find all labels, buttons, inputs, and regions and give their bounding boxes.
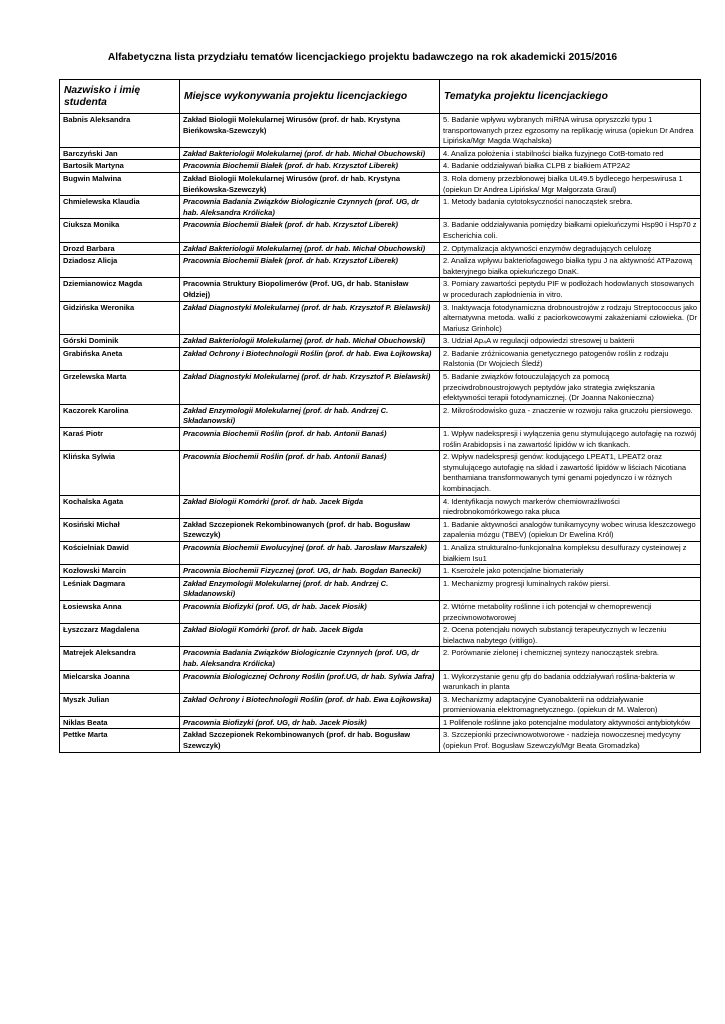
table-row	[60, 647, 701, 670]
student-name: Chmielewska Klaudia	[60, 196, 180, 219]
table-header-row	[60, 80, 701, 114]
project-topic: 1 Polifenole roślinne jako potencjalne modulatory aktywności antybiotyków	[440, 716, 701, 729]
page-title: Alfabetyczna lista przydziału tematów licencjackiego projektu badawczego na rok akademicki 2015/2016	[107, 52, 618, 63]
project-topic: 2. Ocena potencjału nowych substancji terapeutycznych w leczeniu bielactwa nabytego (vitiligo).	[440, 624, 701, 647]
project-topic: 3. Pomiary zawartości peptydu PIF w podłożach hodowlanych stosowanych w procedurach zapłodnienia in vitro.	[440, 278, 701, 301]
project-topic: 4. Badanie oddziaływań białka CLPB z białkiem ATP2A2	[440, 160, 701, 173]
project-location: Zakład Bakteriologii Molekularnej (prof. dr hab. Michał Obuchowski)	[180, 147, 440, 160]
project-location: Zakład Bakteriologii Molekularnej (prof. dr hab. Michał Obuchowski)	[180, 335, 440, 348]
table-row	[60, 716, 701, 729]
project-location: Zakład Biologii Molekularnej Wirusów (prof. dr hab. Krystyna Bieńkowska-Szewczyk)	[180, 114, 440, 148]
project-topic: 5. Badanie związków fotouczulających za pomocą przeciwdrobnoustrojowych peptydów jako strategia zwiększania efektywności terapii fotodynamicznej. (Dr Joanna Nakonieczna)	[440, 371, 701, 405]
table-row	[60, 301, 701, 335]
table-row	[60, 404, 701, 427]
project-topic: 1. Badanie aktywności analogów tunikamycyny wobec wirusa kleszczowego zapalenia mózgu (TBEV) (opiekun Dr Ewelina Król)	[440, 518, 701, 541]
table-body	[60, 114, 701, 753]
project-location: Zakład Biologii Komórki (prof. dr hab. Jacek Bigda	[180, 495, 440, 518]
table-row	[60, 577, 701, 600]
project-topic: 3. Rola domeny przezbłonowej białka UL49.5 bydlecego herpeswirusa 1 (opiekun Dr Andrea Lipińska/ Mgr Małgorzata Graul)	[440, 172, 701, 195]
table-row	[60, 347, 701, 370]
project-location: Pracownia Biochemii Białek (prof. dr hab. Krzysztof Liberek)	[180, 160, 440, 173]
student-name: Niklas Beata	[60, 716, 180, 729]
student-name: Kosiński Michał	[60, 518, 180, 541]
student-name: Łyszczarz Magdalena	[60, 624, 180, 647]
table-row	[60, 624, 701, 647]
project-topic: 1. Wykorzystanie genu gfp do badania oddziaływań roślina-bakteria w warunkach in planta	[440, 670, 701, 693]
project-topic: 1. Kserożele jako potencjalne biomateriały	[440, 565, 701, 578]
project-location: Pracownia Biochemii Fizycznej (prof. UG, dr hab. Bogdan Banecki)	[180, 565, 440, 578]
project-topic: 2. Analiza wpływu bakteriofagowego białka typu J na aktywność ATPazową bakteryjnego białka opiekuńczego DnaK.	[440, 255, 701, 278]
student-name: Kozłowski Marcin	[60, 565, 180, 578]
table-row	[60, 196, 701, 219]
assignment-table	[59, 79, 701, 753]
student-name: Drozd Barbara	[60, 242, 180, 255]
table-row	[60, 451, 701, 495]
project-topic: 3. Badanie oddziaływania pomiędzy białkami opiekuńczymi Hsp90 i Hsp70 z Escherichia coli.	[440, 219, 701, 242]
student-name: Górski Dominik	[60, 335, 180, 348]
project-location: Zakład Ochrony i Biotechnologii Roślin (prof. dr hab. Ewa Łojkowska)	[180, 347, 440, 370]
table-row	[60, 160, 701, 173]
header-place: Miejsce wykonywania projektu licencjackiego	[180, 80, 440, 114]
student-name: Matrejek Aleksandra	[60, 647, 180, 670]
table-row	[60, 172, 701, 195]
project-topic: 4. Identyfikacja nowych markerów chemiowrażliwości niedrobnokomórkowego raka płuca	[440, 495, 701, 518]
project-topic: 1. Wpływ nadekspresji i wyłączenia genu stymulującego autofagię na rozwój roślin Arabidopsis i na zawartość lipidów w ich tkankach.	[440, 428, 701, 451]
project-location: Pracownia Biochemii Białek (prof. dr hab. Krzysztof Liberek)	[180, 255, 440, 278]
project-topic: 2. Badanie zróżnicowania genetycznego patogenów roślin z rodzaju Ralstonia (Dr Wojciech Śledź)	[440, 347, 701, 370]
project-topic: 2. Wtórne metabolity roślinne i ich potencjał w chemoprewencji przeciwnowotworowej	[440, 600, 701, 623]
project-location: Pracownia Biofizyki (prof. UG, dr hab. Jacek Piosik)	[180, 716, 440, 729]
student-name: Barczyński Jan	[60, 147, 180, 160]
project-topic: 3. Udział Ap₄A w regulacji odpowiedzi stresowej u bakterii	[440, 335, 701, 348]
project-location: Pracownia Biologicznej Ochrony Roślin (prof.UG, dr hab. Sylwia Jafra)	[180, 670, 440, 693]
student-name: Pettke Marta	[60, 729, 180, 752]
table-row	[60, 147, 701, 160]
project-location: Pracownia Biochemii Roślin (prof. dr hab. Antonii Banaś)	[180, 451, 440, 495]
project-topic: 3. Mechanizmy adaptacyjne Cyanobakterii na oddziaływanie promieniowania elektromagnetycznego. (opiekun dr M. Waleron)	[440, 693, 701, 716]
table-row	[60, 114, 701, 148]
project-topic: 3. Inaktywacja fotodynamiczna drobnoustrojów z rodzaju Streptococcus jako alternatywna metoda. walki z paciorkowcowymi zakażeniami człowieka. (Dr Mariusz Grinholc)	[440, 301, 701, 335]
table-row	[60, 495, 701, 518]
project-topic: 2. Porównanie zielonej i chemicznej syntezy nanocząstek srebra.	[440, 647, 701, 670]
table-row	[60, 729, 701, 752]
table-row	[60, 428, 701, 451]
table-row	[60, 600, 701, 623]
table-row	[60, 255, 701, 278]
student-name: Ciuksza Monika	[60, 219, 180, 242]
student-name: Dziadosz Alicja	[60, 255, 180, 278]
project-topic: 1. Mechanizmy progresji luminalnych raków piersi.	[440, 577, 701, 600]
project-topic: 1. Analiza strukturalno-funkcjonalna kompleksu desulfurazy cysteinowej z białkiem Isu1	[440, 541, 701, 564]
project-location: Pracownia Biochemii Ewolucyjnej (prof. dr hab. Jarosław Marszałek)	[180, 541, 440, 564]
project-topic: 5. Badanie wpływu wybranych miRNA wirusa opryszczki typu 1 transportowanych przez egzosomy na replikację wirusa (opiekun Dr Andrea Lipińska/Mgr Magda Wąchalska)	[440, 114, 701, 148]
student-name: Gidzińska Weronika	[60, 301, 180, 335]
table-row	[60, 219, 701, 242]
student-name: Karaś Piotr	[60, 428, 180, 451]
student-name: Klińska Sylwia	[60, 451, 180, 495]
project-topic: 1. Metody badania cytotoksyczności nanocząstek srebra.	[440, 196, 701, 219]
project-location: Zakład Diagnostyki Molekularnej (prof. dr hab. Krzysztof P. Bielawski)	[180, 301, 440, 335]
project-location: Zakład Biologii Komórki (prof. dr hab. Jacek Bigda	[180, 624, 440, 647]
student-name: Bugwin Malwina	[60, 172, 180, 195]
student-name: Mielcarska Joanna	[60, 670, 180, 693]
student-name: Leśniak Dagmara	[60, 577, 180, 600]
project-location: Pracownia Biochemii Roślin (prof. dr hab. Antonii Banaś)	[180, 428, 440, 451]
project-location: Pracownia Badania Związków Biologicznie Czynnych (prof. UG, dr hab. Aleksandra Królicka)	[180, 647, 440, 670]
project-topic: 3. Szczepionki przeciwnowotworowe - nadzieja nowoczesnej medycyny (opiekun Prof. Bogusław Szewczyk/Mgr Beata Gromadzka)	[440, 729, 701, 752]
table-row	[60, 242, 701, 255]
table-row	[60, 693, 701, 716]
student-name: Bartosik Martyna	[60, 160, 180, 173]
student-name: Kaczorek Karolina	[60, 404, 180, 427]
table-row	[60, 565, 701, 578]
table-row	[60, 335, 701, 348]
student-name: Kościelniak Dawid	[60, 541, 180, 564]
project-location: Pracownia Struktury Biopolimerów (Prof. UG, dr hab. Stanisław Ołdziej)	[180, 278, 440, 301]
project-topic: 2. Optymalizacja aktywności enzymów degradujących celulozę	[440, 242, 701, 255]
project-location: Zakład Ochrony i Biotechnologii Roślin (prof. dr hab. Ewa Łojkowska)	[180, 693, 440, 716]
table-row	[60, 518, 701, 541]
student-name: Kochalska Agata	[60, 495, 180, 518]
table-row	[60, 670, 701, 693]
table-row	[60, 278, 701, 301]
student-name: Łosiewska Anna	[60, 600, 180, 623]
student-name: Babnis Aleksandra	[60, 114, 180, 148]
student-name: Grzelewska Marta	[60, 371, 180, 405]
project-location: Zakład Diagnostyki Molekularnej (prof. dr hab. Krzysztof P. Bielawski)	[180, 371, 440, 405]
table-row	[60, 541, 701, 564]
project-location: Zakład Enzymologii Molekularnej (prof. dr hab. Andrzej C. Składanowski)	[180, 577, 440, 600]
project-location: Zakład Biologii Molekularnej Wirusów (prof. dr hab. Krystyna Bieńkowska-Szewczyk)	[180, 172, 440, 195]
project-topic: 4. Analiza położenia i stabilności białka fuzyjnego CotB-tomato red	[440, 147, 701, 160]
project-location: Pracownia Biochemii Białek (prof. dr hab. Krzysztof Liberek)	[180, 219, 440, 242]
project-location: Zakład Szczepionek Rekombinowanych (prof. dr hab. Bogusław Szewczyk)	[180, 518, 440, 541]
project-location: Zakład Enzymologii Molekularnej (prof. dr hab. Andrzej C. Składanowski)	[180, 404, 440, 427]
header-student: Nazwisko i imię studenta	[60, 80, 180, 114]
header-topic: Tematyka projektu licencjackiego	[440, 80, 701, 114]
project-location: Pracownia Badania Związków Biologicznie Czynnych (prof. UG, dr hab. Aleksandra Królicka)	[180, 196, 440, 219]
project-location: Zakład Bakteriologii Molekularnej (prof. dr hab. Michał Obuchowski)	[180, 242, 440, 255]
student-name: Grabińska Aneta	[60, 347, 180, 370]
table-row	[60, 371, 701, 405]
project-location: Pracownia Biofizyki (prof. UG, dr hab. Jacek Piosik)	[180, 600, 440, 623]
project-location: Zakład Szczepionek Rekombinowanych (prof. dr hab. Bogusław Szewczyk)	[180, 729, 440, 752]
student-name: Myszk Julian	[60, 693, 180, 716]
project-topic: 2. Mikrośrodowisko guza - znaczenie w rozwoju raka gruczołu piersiowego.	[440, 404, 701, 427]
project-topic: 2. Wpływ nadekspresji genów: kodującego LPEAT1, LPEAT2 oraz stymulującego autofagię na skład i zawartość lipidów w liściach Nicotiana benthamiana transformowanych tymi genami pojedynczo i w różnych kombinacjach.	[440, 451, 701, 495]
student-name: Dziemianowicz Magda	[60, 278, 180, 301]
